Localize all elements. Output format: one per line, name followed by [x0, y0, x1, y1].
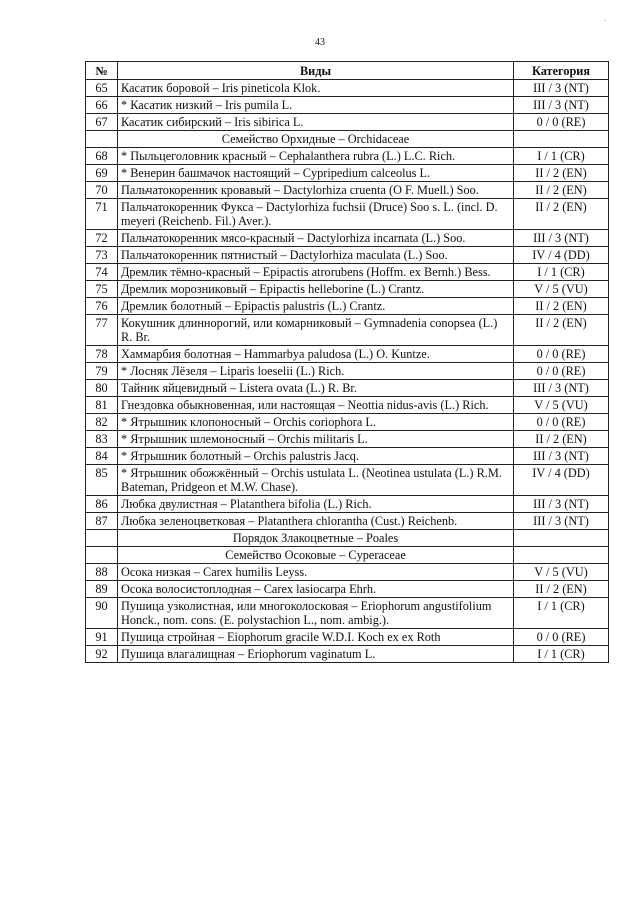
- family-row: [86, 547, 609, 564]
- table-row: [86, 397, 609, 414]
- category-cell: IV / 4 (DD): [514, 247, 609, 264]
- table-row: [86, 165, 609, 182]
- category-cell: V / 5 (VU): [514, 564, 609, 581]
- category-cell: III / 3 (NT): [514, 380, 609, 397]
- table-row: [86, 646, 609, 663]
- family-row: [86, 131, 609, 148]
- num-cell: 74: [86, 264, 118, 281]
- species-name-cell: * Ятрышник обожжённый – Orchis ustulata L. (Neotinea ustulata (L.) R.M. Bateman, Pridgeon et M.W. Chase).: [118, 465, 514, 496]
- num-cell: 89: [86, 581, 118, 598]
- species-name-cell: Любка двулистная – Platanthera bifolia (L.) Rich.: [118, 496, 514, 513]
- num-cell: 82: [86, 414, 118, 431]
- category-cell: 0 / 0 (RE): [514, 414, 609, 431]
- num-cell: 70: [86, 182, 118, 199]
- num-cell: 78: [86, 346, 118, 363]
- num-cell: 86: [86, 496, 118, 513]
- num-cell: 77: [86, 315, 118, 346]
- table-row: [86, 414, 609, 431]
- table-row: [86, 629, 609, 646]
- table-row: [86, 564, 609, 581]
- num-cell: 88: [86, 564, 118, 581]
- category-cell: III / 3 (NT): [514, 513, 609, 530]
- num-cell: [86, 547, 118, 564]
- category-cell: [514, 547, 609, 564]
- species-name-cell: * Ятрышник болотный – Orchis palustris Jacq.: [118, 448, 514, 465]
- num-cell: 71: [86, 199, 118, 230]
- category-cell: V / 5 (VU): [514, 397, 609, 414]
- species-name-cell: * Венерин башмачок настоящий – Cypripedium calceolus L.: [118, 165, 514, 182]
- header-category: Категория: [514, 62, 609, 80]
- table-row: [86, 199, 609, 230]
- table-row: [86, 114, 609, 131]
- table-body: [86, 80, 609, 663]
- category-cell: 0 / 0 (RE): [514, 363, 609, 380]
- num-cell: 66: [86, 97, 118, 114]
- category-cell: I / 1 (CR): [514, 148, 609, 165]
- category-cell: I / 1 (CR): [514, 598, 609, 629]
- table-row: [86, 465, 609, 496]
- species-name-cell: Кокушник длиннорогий, или комарниковый – Gymnadenia conopsea (L.) R. Br.: [118, 315, 514, 346]
- num-cell: 81: [86, 397, 118, 414]
- family-name-cell: Семейство Орхидные – Orchidaceae: [118, 131, 514, 148]
- table-row: [86, 380, 609, 397]
- species-name-cell: Хаммарбия болотная – Hammarbya paludosa (L.) O. Kuntze.: [118, 346, 514, 363]
- header-name: Виды: [118, 62, 514, 80]
- table-row: [86, 598, 609, 629]
- species-name-cell: * Ятрышник шлемоносный – Orchis militaris L.: [118, 431, 514, 448]
- species-name-cell: Дремлик морозниковый – Epipactis helleborine (L.) Crantz.: [118, 281, 514, 298]
- species-name-cell: Пальчатокоренник мясо-красный – Dactylorhiza incarnata (L.) Soo.: [118, 230, 514, 247]
- category-cell: I / 1 (CR): [514, 646, 609, 663]
- num-cell: 83: [86, 431, 118, 448]
- category-cell: III / 3 (NT): [514, 230, 609, 247]
- table-row: [86, 247, 609, 264]
- category-cell: II / 2 (EN): [514, 581, 609, 598]
- species-name-cell: Любка зеленоцветковая – Platanthera chlorantha (Cust.) Reichenb.: [118, 513, 514, 530]
- species-name-cell: Пальчатокоренник пятнистый – Dactylorhiza maculata (L.) Soo.: [118, 247, 514, 264]
- species-name-cell: Дремлик тёмно-красный – Epipactis atrorubens (Hoffm. ex Bernh.) Bess.: [118, 264, 514, 281]
- species-name-cell: Пушица влагалищная – Eriophorum vaginatum L.: [118, 646, 514, 663]
- num-cell: 90: [86, 598, 118, 629]
- category-cell: III / 3 (NT): [514, 97, 609, 114]
- species-name-cell: Касатик боровой – Iris pineticola Klok.: [118, 80, 514, 97]
- table-row: [86, 346, 609, 363]
- category-cell: V / 5 (VU): [514, 281, 609, 298]
- category-cell: II / 2 (EN): [514, 165, 609, 182]
- species-name-cell: Дремлик болотный – Epipactis palustris (L.) Crantz.: [118, 298, 514, 315]
- category-cell: III / 3 (NT): [514, 496, 609, 513]
- table-row: [86, 148, 609, 165]
- species-name-cell: Осока низкая – Carex humilis Leyss.: [118, 564, 514, 581]
- category-cell: II / 2 (EN): [514, 182, 609, 199]
- num-cell: 92: [86, 646, 118, 663]
- table-row: [86, 97, 609, 114]
- category-cell: II / 2 (EN): [514, 431, 609, 448]
- corner-mark: .: [604, 14, 606, 23]
- species-name-cell: Пушица стройная – Eiophorum gracile W.D.I. Koch ex ex Roth: [118, 629, 514, 646]
- family-row: [86, 530, 609, 547]
- table-row: [86, 513, 609, 530]
- num-cell: 84: [86, 448, 118, 465]
- category-cell: IV / 4 (DD): [514, 465, 609, 496]
- species-name-cell: Пальчатокоренник кровавый – Dactylorhiza cruenta (O F. Muell.) Soo.: [118, 182, 514, 199]
- family-name-cell: Порядок Злакоцветные – Poales: [118, 530, 514, 547]
- num-cell: 91: [86, 629, 118, 646]
- species-table: [85, 61, 609, 663]
- table-row: [86, 363, 609, 380]
- table-row: [86, 182, 609, 199]
- species-name-cell: * Касатик низкий – Iris pumila L.: [118, 97, 514, 114]
- category-cell: 0 / 0 (RE): [514, 629, 609, 646]
- num-cell: 68: [86, 148, 118, 165]
- num-cell: 72: [86, 230, 118, 247]
- table-row: [86, 315, 609, 346]
- species-name-cell: Пушица узколистная, или многоколосковая – Eriophorum angustifolium Honck., nom. cons. (E. polystachion L., nom. ambig.).: [118, 598, 514, 629]
- num-cell: 87: [86, 513, 118, 530]
- family-name-cell: Семейство Осоковые – Cyperaceae: [118, 547, 514, 564]
- category-cell: [514, 131, 609, 148]
- table-row: [86, 230, 609, 247]
- species-name-cell: Пальчатокоренник Фукса – Dactylorhiza fuchsii (Druce) Soo s. L. (incl. D. meyeri (Reichenb. Fil.) Aver.).: [118, 199, 514, 230]
- table-row: [86, 264, 609, 281]
- category-cell: III / 3 (NT): [514, 448, 609, 465]
- species-name-cell: Тайник яйцевидный – Listera ovata (L.) R. Br.: [118, 380, 514, 397]
- num-cell: 69: [86, 165, 118, 182]
- table-row: [86, 448, 609, 465]
- num-cell: 76: [86, 298, 118, 315]
- table-row: [86, 431, 609, 448]
- num-cell: 80: [86, 380, 118, 397]
- num-cell: 73: [86, 247, 118, 264]
- num-cell: 65: [86, 80, 118, 97]
- num-cell: 79: [86, 363, 118, 380]
- num-cell: 85: [86, 465, 118, 496]
- category-cell: III / 3 (NT): [514, 80, 609, 97]
- table-row: [86, 298, 609, 315]
- category-cell: II / 2 (EN): [514, 199, 609, 230]
- category-cell: II / 2 (EN): [514, 315, 609, 346]
- table-row: [86, 281, 609, 298]
- category-cell: I / 1 (CR): [514, 264, 609, 281]
- species-name-cell: Касатик сибирский – Iris sibirica L.: [118, 114, 514, 131]
- num-cell: 67: [86, 114, 118, 131]
- table-row: [86, 581, 609, 598]
- species-name-cell: * Лосняк Лёзеля – Liparis loeselii (L.) Rich.: [118, 363, 514, 380]
- num-cell: [86, 131, 118, 148]
- species-name-cell: * Пыльцеголовник красный – Cephalanthera rubra (L.) L.C. Rich.: [118, 148, 514, 165]
- species-name-cell: Гнездовка обыкновенная, или настоящая – Neottia nidus-avis (L.) Rich.: [118, 397, 514, 414]
- category-cell: [514, 530, 609, 547]
- category-cell: 0 / 0 (RE): [514, 114, 609, 131]
- header-num: №: [86, 62, 118, 80]
- num-cell: [86, 530, 118, 547]
- species-name-cell: * Ятрышник клопоносный – Orchis coriophora L.: [118, 414, 514, 431]
- page-number: 43: [315, 37, 325, 48]
- table-header-row: [86, 62, 609, 80]
- table-row: [86, 496, 609, 513]
- table-row: [86, 80, 609, 97]
- category-cell: II / 2 (EN): [514, 298, 609, 315]
- category-cell: 0 / 0 (RE): [514, 346, 609, 363]
- num-cell: 75: [86, 281, 118, 298]
- species-name-cell: Осока волосистоплодная – Carex lasiocarpa Ehrh.: [118, 581, 514, 598]
